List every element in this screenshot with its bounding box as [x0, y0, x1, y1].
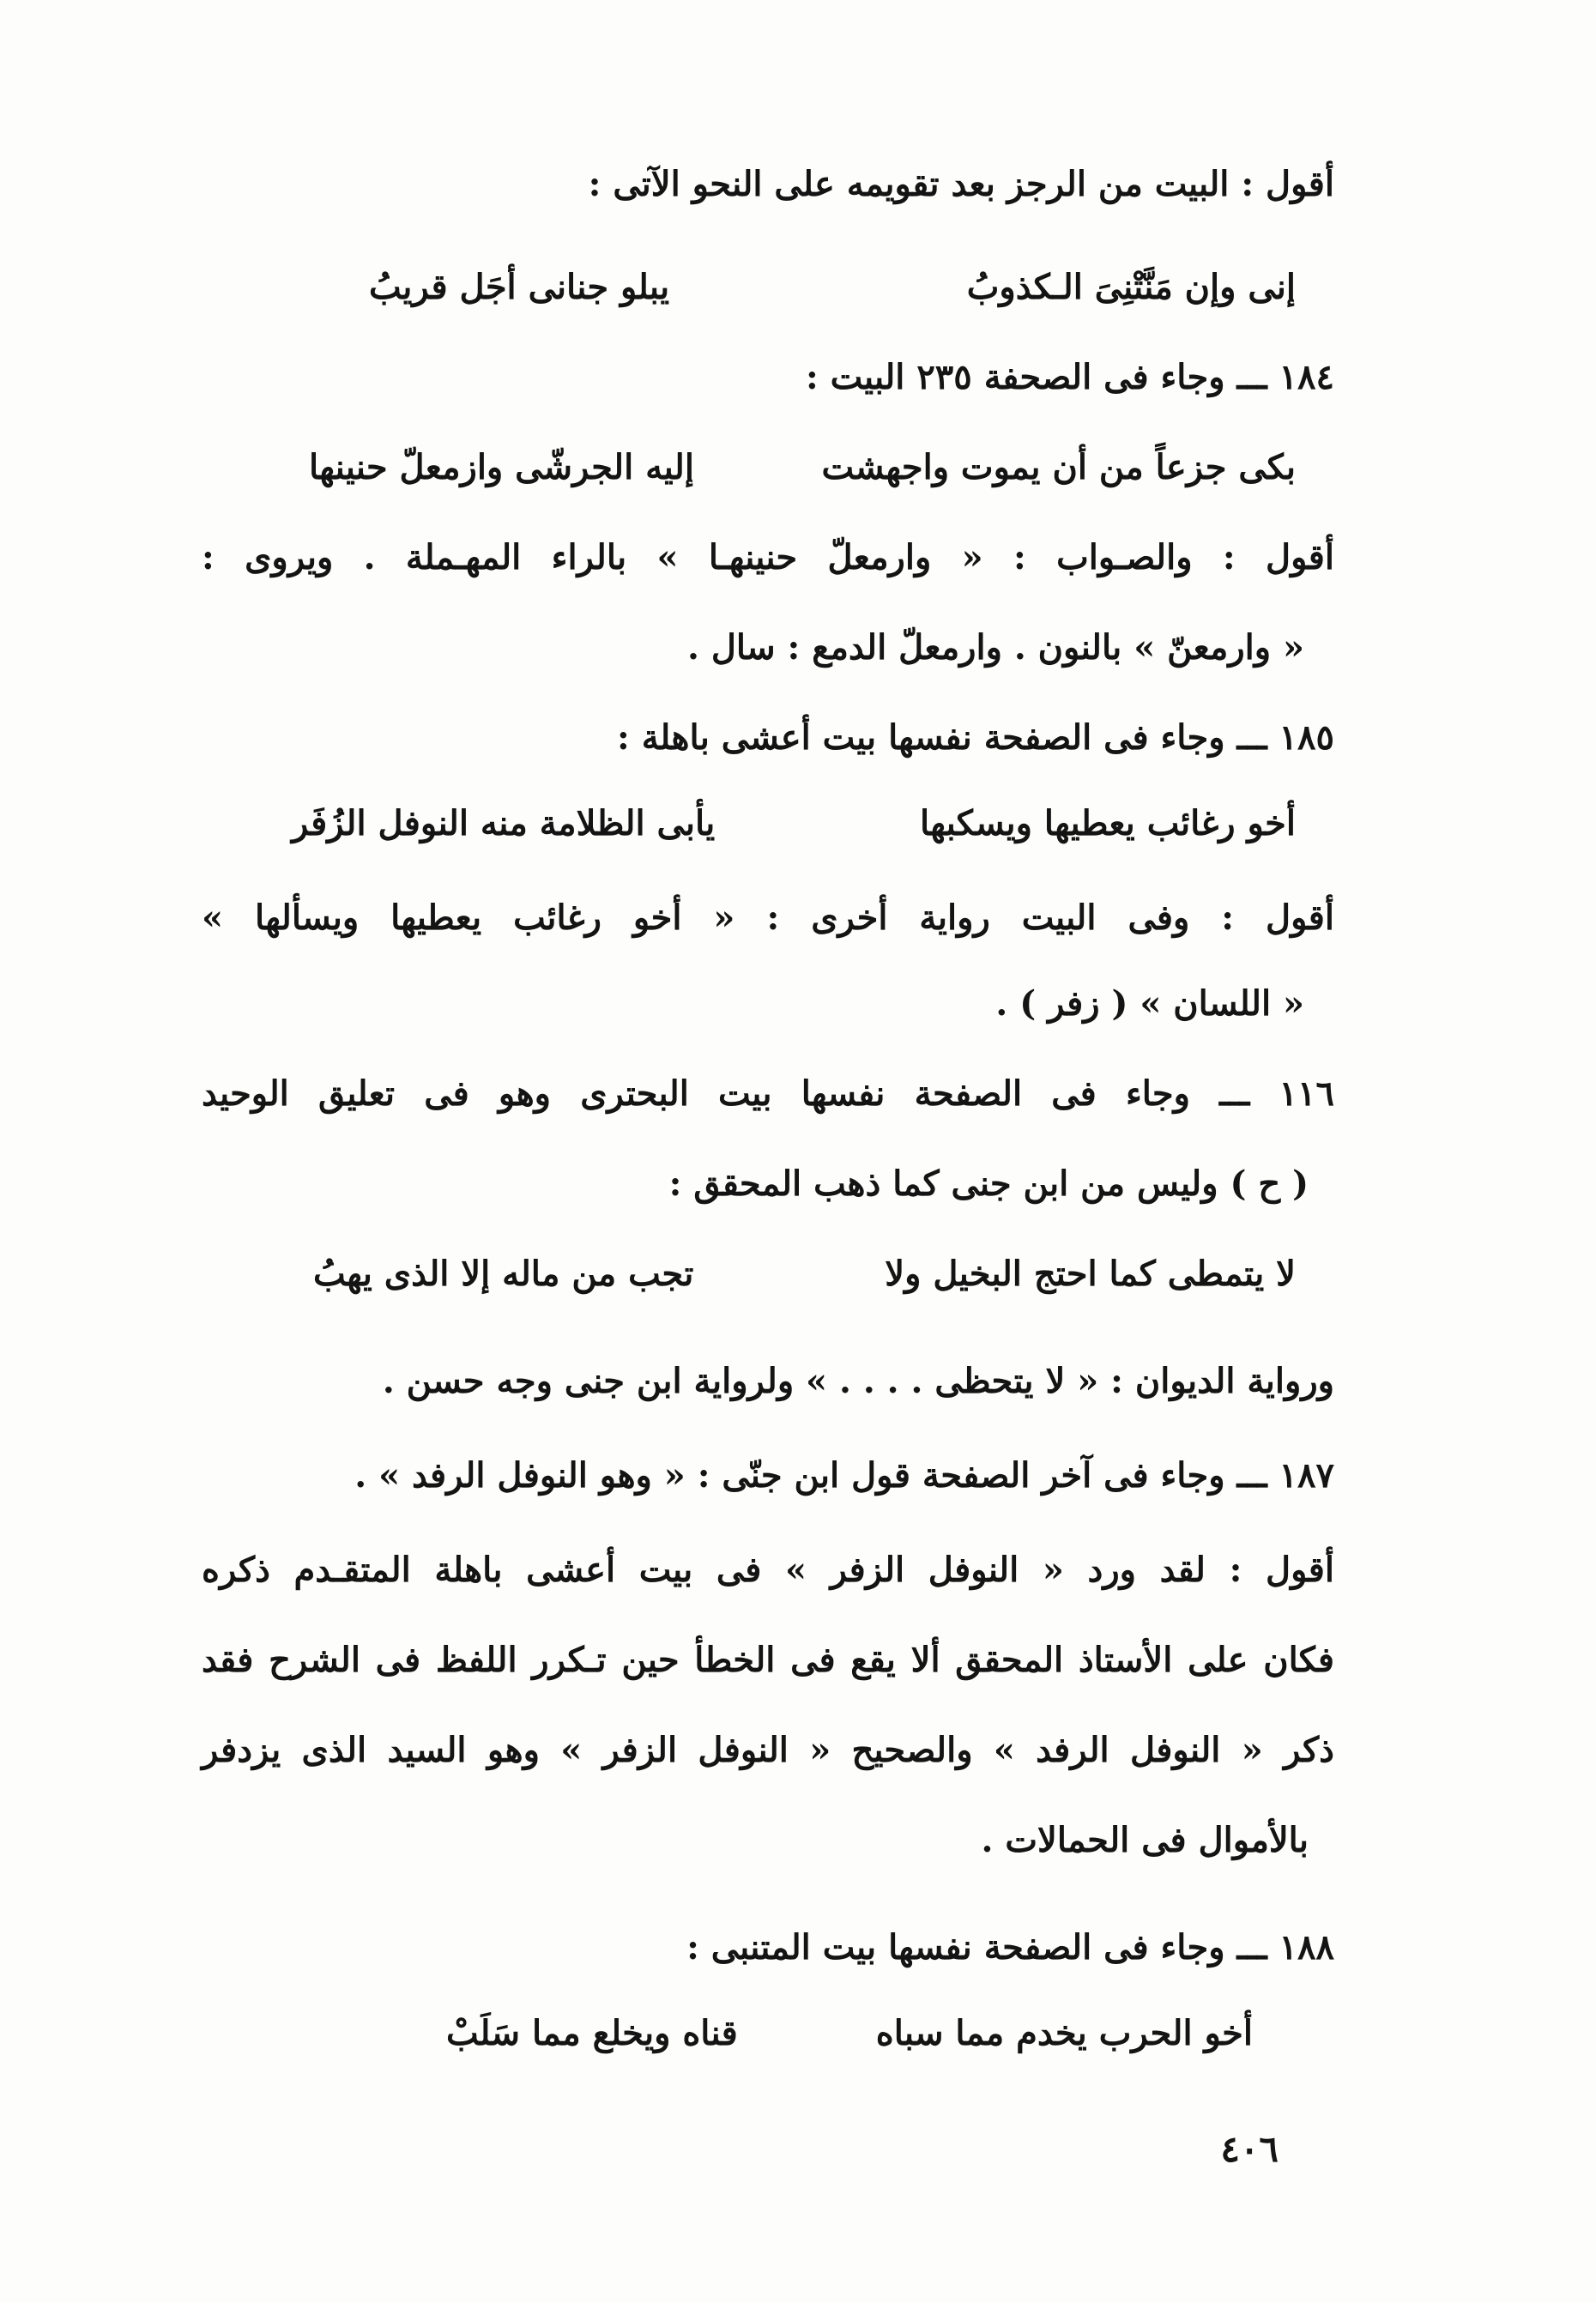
text-line: « اللسان » ( زفر ) . [995, 983, 1304, 1024]
verse-first-hemistich: إنى وإن مَنَّتْنِىَ الـكذوبُ [966, 267, 1296, 307]
verse-line [309, 442, 1296, 493]
verse-first-hemistich: لا يتمطى كما احتج البخيل ولا [885, 1254, 1296, 1294]
page-number: ٤٠٦ [1220, 2128, 1279, 2170]
verse-first-hemistich: بكى جزعاً من أن يموت واجهشت [821, 447, 1296, 487]
verse-second-hemistich: يأبى الظلامة منه النوفل الزُفَر [292, 803, 716, 843]
text-line: بالأموال فى الحمالات . [981, 1820, 1309, 1860]
verse-second-hemistich: تجب من ماله إلا الذى يهبُ [313, 1254, 694, 1294]
text-line: ١٨٤ ـــ وجاء فى الصحفة ٢٣٥ البيت : [805, 357, 1334, 397]
verse-first-hemistich: أخو رغائب يعطيها ويسكبها [920, 803, 1296, 843]
text-line: « وارمعنّ » بالنون . وارمعلّ الدمع : سال . [686, 627, 1304, 668]
verse-line [313, 1248, 1296, 1300]
text-line: ١٨٥ ـــ وجاء فى الصفحة نفسها بيت أعشى باهلة : [617, 717, 1334, 758]
text-line: أقول : والصـواب : « وارمعلّ حنينهـا » بالراء المهـملة . ويروى : [202, 537, 1334, 577]
text-line: ١٨٨ ـــ وجاء فى الصفحة نفسها بيت المتنبى : [686, 1927, 1334, 1968]
text-line: أقول : وفى البيت رواية أخرى : « أخو رغائب يعطيها ويسألها » [202, 898, 1335, 938]
verse-line [369, 262, 1296, 313]
verse-second-hemistich: إليه الجرشّى وازمعلّ حنينها [309, 447, 694, 487]
text-line: فكان على الأستاذ المحقق ألا يقع فى الخطأ حين تـكرر اللفظ فى الشرح فقد [202, 1640, 1334, 1680]
text-line: ( ح ) وليس من ابن جنى كما ذهب المحقق : [668, 1164, 1309, 1204]
verse-second-hemistich: يبلو جنانى أجَل قريبُ [369, 267, 670, 307]
verse-line [292, 798, 1296, 849]
text-line: أقول : لقد ورد « النوفل الزفر » فى بيت أعشى باهلة المتقـدم ذكره [202, 1550, 1334, 1590]
text-line: ذكر « النوفل الرفد » والصحيح « النوفل الزفر » وهو السيد الذى يزدفر [202, 1730, 1334, 1770]
verse-first-hemistich: أخو الحرب يخدم مما سباه [875, 2013, 1253, 2053]
text-line: أقول : البيت من الرجز بعد تقويمه على النحو الآتى : [588, 164, 1334, 204]
text-line: ورواية الديوان : « لا يتحظى . . . . » ولرواية ابن جنى وجه حسن . [382, 1361, 1334, 1401]
text-line: ١١٦ ـــ وجاء فى الصفحة نفسها بيت البحترى وهو فى تعليق الوحيد [202, 1073, 1334, 1114]
verse-line [446, 2008, 1253, 2059]
verse-second-hemistich: قناه ويخلع مما سَلَبْ [446, 2013, 738, 2053]
text-line: ١٨٧ ـــ وجاء فى آخر الصفحة قول ابن جنّى : « وهو النوفل الرفد » . [354, 1455, 1334, 1496]
